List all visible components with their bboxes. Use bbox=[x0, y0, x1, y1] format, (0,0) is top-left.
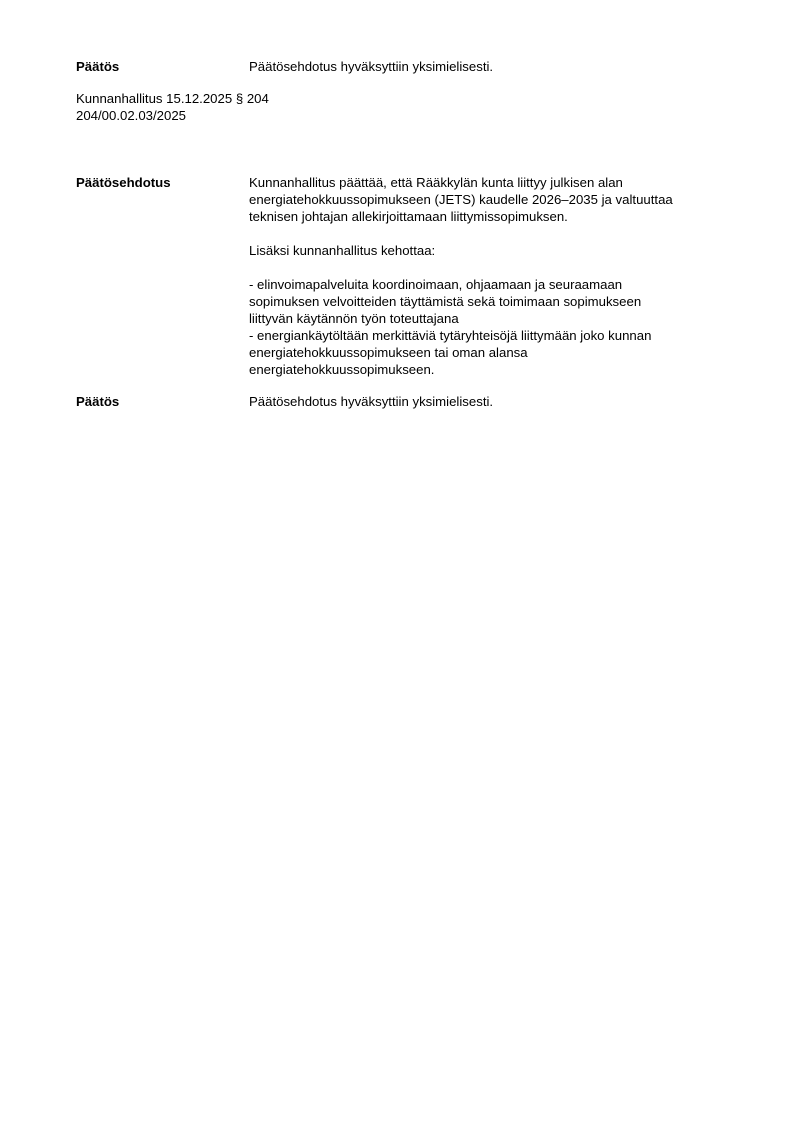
list-line: sopimuksen velvoitteiden täyttämistä sekä toimimaan sopimukseen bbox=[249, 294, 642, 309]
decision-text: Päätösehdotus hyväksyttiin yksimielisesti. bbox=[249, 59, 494, 74]
list-line: - energiankäytöltään merkittäviä tytäryhteisöjä liittymään joko kunnan bbox=[249, 328, 652, 343]
case-number: 204/00.02.03/2025 bbox=[76, 108, 187, 123]
list-line: liittyvän käytännön työn toteuttajana bbox=[249, 311, 459, 326]
decision-label: Päätös bbox=[76, 394, 120, 409]
list-line: - elinvoimapalveluita koordinoimaan, ohjaamaan ja seuraamaan bbox=[249, 277, 623, 292]
decision-text: Päätösehdotus hyväksyttiin yksimielisesti. bbox=[249, 394, 494, 409]
meeting-reference: Kunnanhallitus 15.12.2025 § 204 bbox=[76, 91, 269, 106]
list-line: energiatehokkuussopimukseen. bbox=[249, 362, 435, 377]
proposal-line: teknisen johtajan allekirjoittamaan liittymissopimuksen. bbox=[249, 209, 568, 224]
proposal-line: Kunnanhallitus päättää, että Rääkkylän kunta liittyy julkisen alan bbox=[249, 175, 623, 190]
list-line: energiatehokkuussopimukseen tai oman alansa bbox=[249, 345, 528, 360]
decision-label: Päätös bbox=[76, 59, 120, 74]
proposal-body bbox=[249, 174, 729, 378]
additional-instruction: Lisäksi kunnanhallitus kehottaa: bbox=[249, 243, 436, 258]
proposal-label: Päätösehdotus bbox=[76, 175, 171, 190]
proposal-line: energiatehokkuussopimukseen (JETS) kaudelle 2026–2035 ja valtuuttaa bbox=[249, 192, 673, 207]
